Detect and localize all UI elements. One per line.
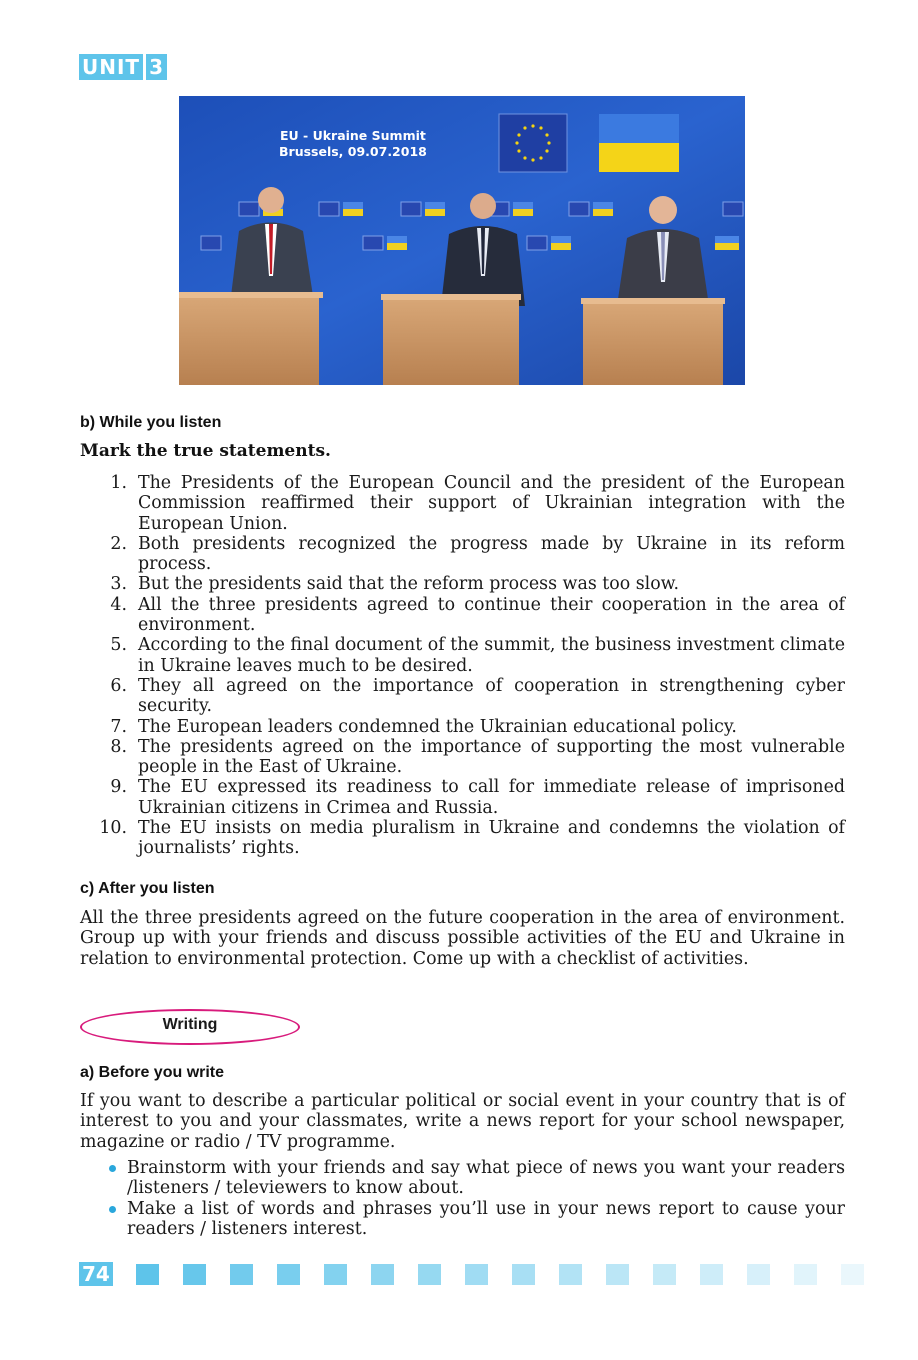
statement-number: 9. <box>110 777 127 798</box>
photo-caption-title: EU - Ukraine Summit <box>279 128 426 143</box>
section-c-heading: c) After you listen <box>80 880 215 897</box>
footer-square <box>559 1264 582 1285</box>
statement-number: 7. <box>110 716 127 737</box>
statement-item <box>80 635 845 676</box>
statement-text: The EU insists on media pluralism in Ukraine and condemns the violation of journalists’ rights. <box>138 818 845 859</box>
section-b-task: Mark the true statements. <box>80 441 331 461</box>
footer-square <box>841 1264 864 1285</box>
footer-square <box>277 1264 300 1285</box>
page-number: 74 <box>79 1262 113 1286</box>
footer-square <box>324 1264 347 1285</box>
writing-heading: a) Before you write <box>80 1064 225 1081</box>
footer-square <box>747 1264 770 1285</box>
unit-number: 3 <box>146 54 167 80</box>
statement-item <box>80 574 845 594</box>
footer-square <box>230 1264 253 1285</box>
writing-text: If you want to describe a particular political or social event in your country that is of interest to you and your classmates, write a news report for your school newspaper, magazine or radio / TV programme. <box>80 1091 845 1152</box>
statement-text: The EU expressed its readiness to call for immediate release of imprisoned Ukrainian citizens in Crimea and Russia. <box>138 777 845 818</box>
section-b-heading: b) While you listen <box>80 414 222 431</box>
bullet-item <box>80 1158 845 1199</box>
statement-item <box>80 777 845 818</box>
statement-text: All the three presidents agreed to continue their cooperation in the area of environment. <box>138 594 845 636</box>
summit-photo <box>179 96 745 385</box>
bullet-dot-icon <box>109 1206 116 1213</box>
footer-square <box>794 1264 817 1285</box>
bullet-text: Make a list of words and phrases you’ll use in your news report to cause your readers / listeners interest. <box>127 1198 845 1239</box>
statement-item <box>80 818 845 859</box>
statement-item <box>80 473 845 534</box>
photo-caption <box>279 128 427 160</box>
statement-item <box>80 717 845 737</box>
footer-square <box>183 1264 206 1285</box>
statement-number: 6. <box>110 675 127 696</box>
unit-badge <box>79 54 167 80</box>
statement-text: They all agreed on the importance of cooperation in strengthening cyber security. <box>138 675 845 717</box>
statements-list <box>80 473 845 859</box>
statement-item <box>80 595 845 636</box>
statement-item <box>80 676 845 717</box>
summit-photo-image <box>179 96 745 385</box>
statement-number: 2. <box>110 533 127 554</box>
footer-square <box>418 1264 441 1285</box>
page-footer <box>79 1262 864 1286</box>
statement-text: Both presidents recognized the progress made by Ukraine in its reform process. <box>138 533 845 575</box>
statement-number: 3. <box>110 574 127 595</box>
statement-number: 8. <box>110 736 127 757</box>
bullet-text: Brainstorm with your friends and say what piece of news you want your readers /listeners / televiewers to know about. <box>127 1158 845 1199</box>
footer-square <box>136 1264 159 1285</box>
statement-number: 5. <box>110 635 127 656</box>
statement-number: 4. <box>110 594 127 615</box>
statement-number: 10. <box>99 818 127 839</box>
footer-square <box>653 1264 676 1285</box>
statement-text: According to the final document of the summit, the business investment climate in Ukraine leaves much to be desired. <box>138 635 845 676</box>
photo-caption-date: Brussels, 09.07.2018 <box>279 144 427 159</box>
bullet-item <box>80 1199 845 1240</box>
footer-square <box>606 1264 629 1285</box>
statement-item <box>80 534 845 575</box>
section-c-text: All the three presidents agreed on the future cooperation in the area of environment. Group up with your friends and discuss possible activities of the EU and Ukraine in relation to environmental protection. Come up with a checklist of activities. <box>80 908 845 969</box>
statement-text: The European leaders condemned the Ukrainian educational policy. <box>138 716 737 737</box>
footer-decoration <box>136 1264 864 1285</box>
writing-label: Writing <box>162 1016 218 1033</box>
writing-bullets <box>80 1158 845 1239</box>
bullet-dot-icon <box>109 1165 116 1172</box>
footer-square <box>512 1264 535 1285</box>
statement-text: The presidents agreed on the importance of supporting the most vulnerable people in the East of Ukraine. <box>138 736 845 778</box>
footer-square <box>700 1264 723 1285</box>
unit-word: UNIT <box>79 54 143 80</box>
statement-number: 1. <box>110 473 127 493</box>
statement-text: The Presidents of the European Council and the president of the European Commission reaffirmed their support of Ukrainian integration with the European Union. <box>138 473 845 534</box>
footer-square <box>465 1264 488 1285</box>
footer-square <box>371 1264 394 1285</box>
statement-item <box>80 737 845 778</box>
statement-text: But the presidents said that the reform process was too slow. <box>138 574 680 595</box>
